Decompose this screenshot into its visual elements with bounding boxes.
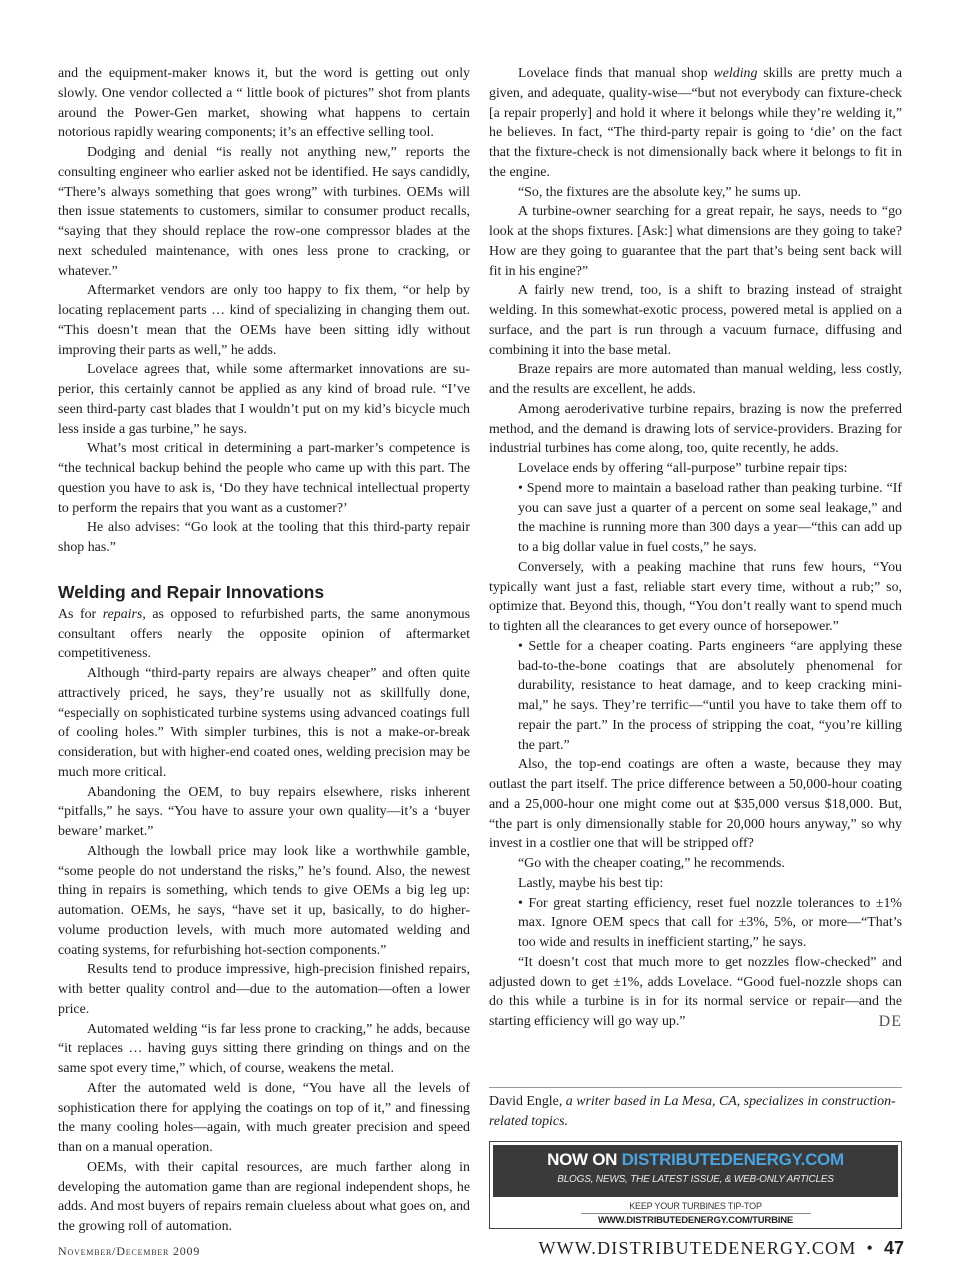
closing-text: “It doesn’t cost that much more to get nozzles flow-checked” and adjusted down to get ±1%, adds Lovelace. “Good fuel-nozzle shops can do this while a turbine is in for its normal service or repair—and the starting efficiency will go way up.” — [489, 954, 902, 1029]
body-paragraph: He also advises: “Go look at the tooling that this third-party repair shop has.” — [58, 520, 470, 555]
tip-bullet: • Spend more to maintain a baseload rather than peaking turbine. “If you can save just a quarter of a percent on some seal leakage,” and the machine is running more than 300 days a year—“this can add up to a big dollar value in fuel costs,” he says. — [518, 480, 902, 555]
footer-bullet: • — [866, 1238, 874, 1258]
page-footer — [538, 1238, 904, 1259]
bio-divider — [489, 1087, 902, 1088]
body-paragraph: Also, the top-end coatings are often a waste, because they may outlast the part itself. The price difference between a 50,000-hour coating and a 25,000-hour one might come out at $35,000 versus $18,000. But, “the part is only dimensionally stable for 20,000 hours anyway,” so why invest in a costlier one that will be stripped off? — [489, 757, 902, 852]
body-paragraph: OEMs, with their capital resources, are much farther along in developing the automation game than are regional independent shops, he adds. And most buyers of repairs remain clueless about what goes on, and the growing roll of automation. — [58, 1159, 470, 1234]
promo-divider — [581, 1213, 811, 1214]
body-paragraph: and the equipment-maker knows it, but the word is getting out only slowly. One vendor collected a “ little book of pictures” shot from plants around the Power-Gen market, showing what happens to certain notorious rapidly wearing components; it’s an effective selling tool. — [58, 66, 470, 141]
web-promo-box[interactable] — [489, 1141, 902, 1229]
promo-headline — [493, 1150, 898, 1170]
tip-bullet: • Settle for a cheaper coating. Parts engineers “are applying these bad-to-the-bone coatings that are absolutely phenomenal for durability, resistance to heat damage, and to keep cracking minimal,” he says. They’re terrific—“until you have to take them off to repair the part.” In the process of stripping the coat, “you’re killing the part.” — [518, 638, 902, 753]
body-paragraph: “Go with the cheaper coating,” he recommends. — [518, 856, 785, 871]
issue-date: November/December 2009 — [58, 1244, 201, 1258]
promo-url-link[interactable]: WWW.DISTRIBUTEDENERGY.COM/TURBINE — [597, 1215, 793, 1226]
body-paragraph: Lovelace agrees that, while some aftermarket innovations are superior, this certainly cannot be applied as any kind of broad rule. “I’ve seen third-party cast blades that I wouldn’t put on my kid’s bicycle much less inside a gas turbine,” he says. — [58, 362, 470, 437]
body-paragraph: Automated welding “is far less prone to cracking,” he adds, because “it replaces … having guys sitting there grinding on things and on the same spot every time,” which, of course, weakens the metal. — [58, 1021, 470, 1076]
body-paragraph: Aftermarket vendors are only too happy to fix them, “or help by locating replacement parts … kind of specializing in changing them out. “This doesn’t mean that the OEMs have been sitting idly without improving their parts as well,” he adds. — [58, 283, 470, 358]
promo-footer — [493, 1201, 898, 1226]
body-paragraph: “So, the fixtures are the absolute key,” he sums up. — [518, 184, 802, 200]
body-paragraph: Lastly, maybe his best tip: — [518, 875, 664, 891]
body-paragraph: As for repairs, as opposed to refurbished parts, the same anonymous consultant offers nearly the opposite opinion of aftermarket competitiveness. — [58, 606, 470, 662]
body-paragraph: What’s most critical in determining a part-marker’s competence is “the technical backup behind the people who came up with this part. The question you have to ask is, ‘Do they have technical intellectual property to perform the repairs that you want as a customer?’ — [58, 441, 470, 516]
body-paragraph: Braze repairs are more automated than manual welding, less costly, and the results are excellent, he adds. — [489, 362, 902, 397]
author-description: a writer based in La Mesa, CA, specializes in construction-related topics. — [489, 1094, 896, 1129]
body-paragraph: After the automated weld is done, “You have all the levels of sophistication there for applying the coatings on top of it,” and finessing the many cooling holes—again, with much greater precision and speed than on a manual operation. — [58, 1080, 470, 1155]
right-column — [489, 64, 902, 1032]
promo-subtitle: BLOGS, NEWS, THE LATEST ISSUE, & WEB-ONLY ARTICLES — [557, 1174, 834, 1185]
body-paragraph: Dodging and denial “is really not anything new,” reports the consulting engineer who earlier asked not be identified. He says candidly, “There’s always something that goes wrong” with turbines. OEMs will then issue statements to customers, similar to consumer product recalls, “saying that they should replace the row-one compressor blades at the next scheduled maintenance, with ones less prone to cracking, or whatever.” — [58, 145, 470, 279]
promo-tip: KEEP YOUR TURBINES TIP-TOP — [629, 1201, 762, 1211]
body-paragraph: A fairly new trend, too, is a shift to brazing instead of straight welding. In this somewhat-exotic process, powered metal is applied on a surface, and the part is run through a vacuum furnace, diffusing and combining it into the base metal. — [489, 283, 902, 358]
body-paragraph: A turbine-owner searching for a great repair, he says, needs to “go look at the shops fixtures. [Ask:] what dimensions are they going to take? How are they going to guarantee that the part that’s being sent back will fit in his engine?” — [489, 204, 902, 279]
promo-banner — [493, 1145, 898, 1197]
author-name: David Engle, — [489, 1094, 563, 1109]
promo-now-on: NOW ON — [547, 1150, 618, 1169]
promo-site-name: DISTRIBUTEDENERGY.COM — [621, 1150, 844, 1169]
footer-site: WWW.DISTRIBUTEDENERGY.COM — [538, 1238, 857, 1258]
body-paragraph: Lovelace ends by offering “all-purpose” turbine repair tips: — [518, 461, 848, 476]
section-heading: Welding and Repair Innovations — [58, 581, 325, 602]
left-column — [58, 64, 470, 1237]
body-paragraph: Among aeroderivative turbine repairs, brazing is now the preferred method, and the demand is drawing lots of service-providers. Brazing for industrial turbines has come along, too, quite recently, he adds. — [489, 401, 902, 457]
body-paragraph: Conversely, with a peaking machine that runs few hours, “You typically want just a fast, reliable start every time, without a rub;” so, optimize that. Beyond this, though, “You don’t really want to spend much to tighten all the clearances to get every ounce of horsepower.” — [489, 559, 902, 634]
body-paragraph: Although the lowball price may look like a worthwhile gamble, “some people do not understand the risks,” he’s found. Also, the newest thing in repairs is something, which tends to give OEMs a big leg up: automation. OEMs, he says, “have set it up, basically, to do higher-volume production levels, with much more automated welding and coating systems, for refurbishing hot-section components.” — [58, 843, 470, 958]
end-mark: DE — [878, 1013, 902, 1030]
closing-paragraph — [489, 953, 902, 1032]
body-paragraph: Lovelace finds that manual shop welding skills are pretty much a given, and adequate, quality-wise—“but not everybody can fixture-check [a repair properly] and hold it where it belongs while they’re welding it,” he believes. In fact, “The third-party repair is going to ‘die’ on the fact that the fixture-check is not dimensionally back where it belongs to fit in the engine. — [489, 66, 902, 180]
author-bio — [489, 1092, 902, 1132]
body-paragraph: Results tend to produce impressive, high-precision finished repairs, with better quality control and—due to the automation—often a lower price. — [58, 962, 470, 1017]
tip-bullet: • For great starting efficiency, reset fuel nozzle tolerances to ±1% max. Ignore OEM specs that call for ±3%, 5%, or more—“That’s too wide and results in inefficient starting,” he says. — [518, 895, 902, 950]
body-paragraph: Although “third-party repairs are always cheaper” and often quite attractively priced, he says, they’re usually not as skillfully done, “especially on sophisticated turbine systems using advanced coatings full of cooling holes.” With simpler turbines, this is not a make-or-break consideration, but with higher-end coated ones, welding precision may be much more critical. — [58, 666, 470, 780]
body-paragraph: Abandoning the OEM, to buy repairs elsewhere, risks inherent “pitfalls,” he says. “You have to assure your own quality—it’s a ‘buyer beware’ market.” — [58, 784, 470, 839]
page-number: 47 — [883, 1238, 904, 1258]
